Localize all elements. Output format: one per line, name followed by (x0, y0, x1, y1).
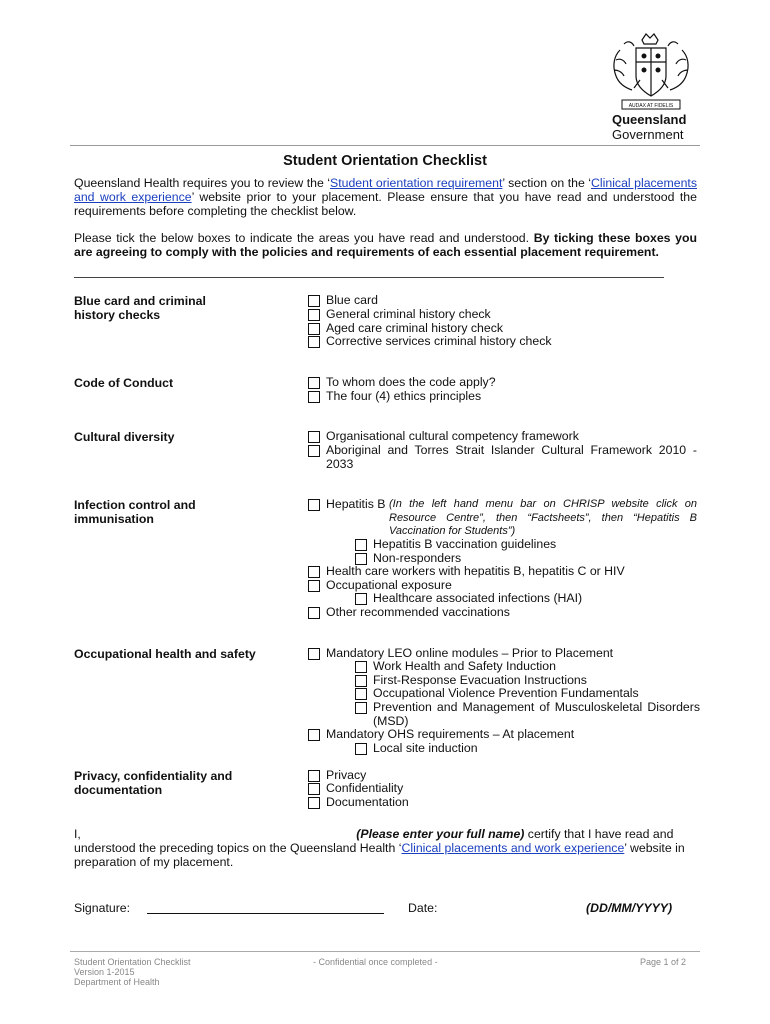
footer-doc-info (74, 957, 191, 987)
checkbox[interactable] (308, 431, 320, 443)
checkbox-item[interactable]: Privacy (308, 769, 366, 783)
signature-label: Signature: (74, 901, 131, 915)
checkbox[interactable] (355, 661, 367, 673)
footer-confidential: - Confidential once completed - (313, 957, 438, 967)
clinical-placements-link[interactable]: Clinical placements and work experience (74, 176, 698, 204)
student-orientation-link[interactable]: Student orientation requirement (330, 176, 503, 190)
checkbox-item[interactable]: Local site induction (355, 742, 478, 756)
clinical-placements-link-2[interactable]: Clinical placements and work experience (401, 841, 625, 855)
checkbox[interactable] (355, 675, 367, 687)
footer-page-number: Page 1 of 2 (640, 957, 687, 967)
checkbox[interactable] (308, 580, 320, 592)
checkbox-item[interactable]: Organisational cultural competency framework (308, 430, 579, 444)
intro-paragraph: Queensland Health requires you to review the ‘Student orientation requirement’ section on the ‘Clinical placements and work experience’ website prior to your placement. Please ensure that you have read and understood the requirements before completing the checklist below. (74, 176, 698, 218)
footer-version: Version 1-2015 (74, 967, 135, 977)
checkbox[interactable] (355, 702, 367, 714)
checkbox-item[interactable]: First-Response Evacuation Instructions (355, 674, 587, 688)
checkbox[interactable] (308, 377, 320, 389)
checkbox-item[interactable]: Aboriginal and Torres Strait Islander Cultural Framework 2010 - 2033 (308, 444, 697, 471)
checkbox[interactable] (308, 391, 320, 403)
page-title: Student Orientation Checklist (283, 153, 487, 169)
checkbox[interactable] (308, 309, 320, 321)
checkbox[interactable] (308, 499, 320, 511)
checkbox-item[interactable]: Other recommended vaccinations (308, 606, 510, 620)
checkbox-item[interactable]: Health care workers with hepatitis B, hepatitis C or HIV (308, 565, 625, 579)
signature-field[interactable] (147, 898, 384, 914)
checkbox[interactable] (308, 648, 320, 660)
checkbox-item[interactable]: The four (4) ethics principles (308, 390, 481, 404)
checkbox[interactable] (308, 729, 320, 741)
checkbox[interactable] (355, 743, 367, 755)
queensland-crest-logo (606, 30, 696, 114)
checkbox-item[interactable]: Blue card (308, 294, 378, 308)
header-divider (70, 145, 700, 146)
checkbox[interactable] (308, 336, 320, 348)
footer-department: Department of Health (74, 977, 160, 987)
section-heading-cultural-diversity: Cultural diversity (74, 430, 175, 444)
checkbox-item[interactable]: Non-responders (355, 552, 461, 566)
declaration-line1: I, (Please enter your full name) certify that I have read and understood the preceding topics on the Queensland Health ‘Clinical placements and work experience’ website in preparation of my placement. (74, 827, 685, 869)
hepatitis-note: (In the left hand menu bar on CHRISP website click on Resource Centre”, then “Factsheets”, then “Hepatitis B Vaccination for Students”) (389, 498, 697, 538)
checkbox-item[interactable]: Mandatory OHS requirements – At placement (308, 728, 574, 742)
checkbox-item[interactable]: Occupational Violence Prevention Fundamentals (355, 687, 639, 701)
date-format-hint: (DD/MM/YYYY) (586, 901, 673, 915)
section-divider (74, 277, 664, 278)
section-heading-privacy: Privacy, confidentiality and documentation (74, 769, 233, 797)
footer-divider (70, 951, 700, 952)
checkbox-item[interactable]: Prevention and Management of Musculoskeletal Disorders (MSD) (355, 701, 700, 728)
checkbox[interactable] (308, 323, 320, 335)
brand-line1: Queensland (612, 112, 687, 127)
checkbox-item[interactable]: Mandatory LEO online modules – Prior to Placement (308, 647, 613, 661)
checkbox[interactable] (308, 783, 320, 795)
checkbox-item[interactable]: Aged care criminal history check (308, 322, 503, 336)
section-heading-blue-card: Blue card and criminal history checks (74, 294, 206, 322)
full-name-prompt: (Please enter your full name) (356, 827, 525, 841)
declaration-i: I, (74, 827, 81, 841)
checkbox[interactable] (308, 607, 320, 619)
checkbox-item[interactable]: Hepatitis B vaccination guidelines (355, 538, 556, 552)
instruction-paragraph: Please tick the below boxes to indicate the areas you have read and understood. By ticking these boxes you are agreeing to comply with the policies and requirements of each essential placement requirement. (74, 231, 697, 259)
checkbox[interactable] (308, 445, 320, 457)
checkbox[interactable] (308, 797, 320, 809)
checkbox[interactable] (308, 295, 320, 307)
brand-line2: Government (612, 127, 684, 142)
checkbox[interactable] (308, 566, 320, 578)
checkbox-item[interactable]: Corrective services criminal history check (308, 335, 552, 349)
checkbox[interactable] (355, 593, 367, 605)
section-heading-code-of-conduct: Code of Conduct (74, 376, 174, 390)
checkbox-item[interactable]: Documentation (308, 796, 409, 810)
checkbox-item[interactable]: Hepatitis B (308, 498, 385, 512)
checkbox-item[interactable]: Occupational exposure (308, 579, 452, 593)
section-heading-infection-control: Infection control and immunisation (74, 498, 196, 526)
checkbox-item[interactable]: General criminal history check (308, 308, 491, 322)
checkbox-item[interactable]: Work Health and Safety Induction (355, 660, 556, 674)
checkbox-item[interactable]: Healthcare associated infections (HAI) (355, 592, 582, 606)
brand-wordmark (612, 112, 686, 142)
checkbox[interactable] (355, 688, 367, 700)
footer-doc-title: Student Orientation Checklist (74, 957, 191, 967)
checkbox-item[interactable]: To whom does the code apply? (308, 376, 496, 390)
checkbox[interactable] (355, 539, 367, 551)
date-label: Date: (408, 901, 438, 915)
checkbox-item[interactable]: Confidentiality (308, 782, 403, 796)
section-heading-ohs: Occupational health and safety (74, 647, 256, 661)
checkbox[interactable] (308, 770, 320, 782)
crest-motto: AUDAX AT FIDELIS (628, 103, 674, 109)
